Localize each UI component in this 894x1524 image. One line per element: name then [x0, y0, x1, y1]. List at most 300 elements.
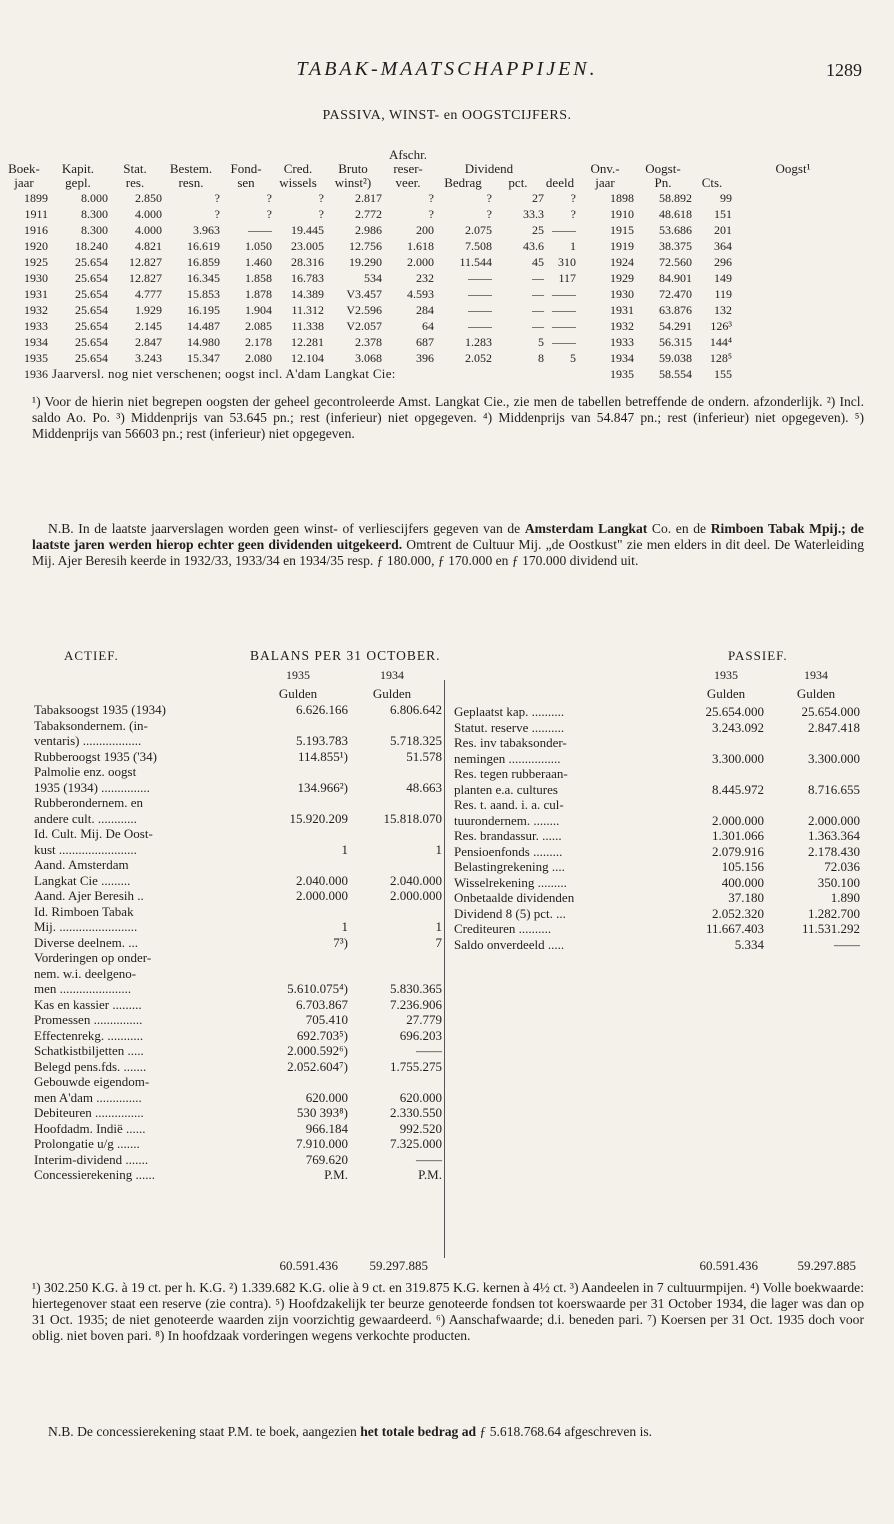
passiva-cell: 1935 — [24, 351, 48, 365]
actief-label: kust ........................ — [34, 841, 137, 857]
actief-label: men A'dam .............. — [34, 1089, 142, 1105]
passiva-cell: V2.057 — [346, 319, 382, 333]
actief-label: Promessen ............... — [34, 1012, 143, 1027]
nb-bold-rimboen: Rimboen Tabak Mpij.; de laatste jaren werden hierop echter geen dividenden uitgekeerd. — [32, 521, 864, 552]
actief-value-1935 — [256, 826, 348, 842]
actief-value-1935: 6.703.867 — [296, 996, 348, 1012]
passief-label: Dividend 8 (5) pct. ... — [454, 905, 566, 921]
actief-row — [34, 904, 442, 920]
actief-value-1934 — [348, 904, 442, 920]
actief-value-1934: P.M. — [418, 1167, 442, 1182]
passiva-header-cell: gepl. — [65, 175, 91, 190]
actief-value-1934: 5.718.325 — [390, 733, 442, 748]
passiva-cell: 1930 — [610, 287, 634, 301]
passiva-cell: 14.487 — [187, 319, 220, 333]
passiva-cell: ? — [428, 191, 434, 205]
passiva-cell: 1934 — [24, 335, 48, 349]
passiva-cell: V2.596 — [346, 303, 382, 317]
passief-value-1935: 8.445.972 — [712, 781, 764, 797]
passief-row — [454, 813, 860, 829]
actief-label: Id. Rimboen Tabak — [34, 903, 134, 919]
passiva-cell: 8.300 — [81, 223, 108, 237]
passief-row — [454, 797, 860, 813]
passiva-cell: 4.593 — [407, 287, 434, 301]
passiva-cell: 8.300 — [81, 207, 108, 221]
actief-row — [34, 1152, 442, 1168]
passief-value-1935 — [660, 797, 764, 813]
nb2-bold: het totale bedrag ad — [360, 1424, 477, 1439]
passiva-row — [0, 302, 894, 318]
nb-text-rest: Omtrent de Cultuur Mij. „de Oostkust" zie men elders in dit deel. De Waterleiding Mij. Ajer Beresih keerde in 1932/33, 1933/34 en 1934/35 resp. ƒ 180.000, ƒ 170.000 en ƒ 170.000 dividend uit. — [32, 537, 864, 568]
passiva-cell: 200 — [416, 223, 434, 237]
actief-label: Tabaksoogst 1935 (1934) — [34, 702, 166, 717]
actief-value-1935: 5.193.783 — [296, 733, 348, 748]
actief-row — [34, 1090, 442, 1106]
passiva-header-cell: Fond- — [230, 161, 262, 176]
passief-value-1935: 2.079.916 — [712, 843, 764, 859]
passiva-cell: 310 — [558, 255, 576, 269]
actief-currency-1934: Gulden — [372, 686, 412, 701]
passiva-cell: 25.654 — [75, 319, 108, 333]
passiva-cell: 15.853 — [187, 287, 220, 301]
actief-value-1934: 51.578 — [406, 748, 442, 764]
actief-label: Gebouwde eigendom- — [34, 1074, 150, 1089]
total-passief-1935: 60.591.436 — [699, 1258, 758, 1273]
passiva-cell: 16.619 — [187, 239, 220, 253]
passiva-header-cell: wissels — [279, 175, 317, 190]
actief-row — [34, 764, 442, 780]
passiva-cell: 16.859 — [187, 255, 220, 269]
passiva-cell: —— — [468, 303, 492, 317]
passiva-cell: 396 — [416, 351, 434, 365]
passiva-header-cell: Cts. — [701, 175, 723, 190]
passief-currency-1935: Gulden — [706, 686, 746, 701]
actief-row — [34, 1136, 442, 1152]
passiva-cell: —— — [552, 303, 576, 317]
actief-value-1934: 7 — [435, 934, 442, 950]
passiva-cell: ? — [570, 207, 576, 221]
actief-row — [34, 826, 442, 842]
passief-year-1934: 1934 — [804, 668, 828, 682]
passiva-cell: 1916 — [24, 223, 48, 237]
passief-label: Res. brandassur. ...... — [454, 828, 562, 843]
passiva-header-cell — [634, 148, 692, 162]
passiva-row — [0, 350, 894, 366]
passiva-cell: 1920 — [24, 239, 48, 253]
passiva-cell: 18.240 — [75, 239, 108, 253]
passiva-cell: 5 — [570, 351, 576, 365]
passiva-cell: 2.085 — [245, 319, 272, 333]
passiva-cell: 4.777 — [135, 287, 162, 301]
passiva-cell: 25.654 — [75, 255, 108, 269]
passiva-cell: 2.378 — [355, 335, 382, 349]
actief-row — [34, 780, 442, 796]
passiva-cell: —— — [248, 223, 272, 237]
passiva-cell: ? — [214, 207, 220, 221]
actief-label: Hoofdadm. Indië ...... — [34, 1120, 146, 1136]
passief-value-1935: 25.654.000 — [705, 704, 764, 719]
passiva-cell: —— — [468, 271, 492, 285]
passiva-cell: 2.178 — [245, 335, 272, 349]
actief-row — [34, 935, 442, 951]
passief-value-1934: 2.178.430 — [808, 843, 860, 859]
passiva-header-cell — [0, 148, 48, 162]
passiva-cell: 54.291 — [659, 319, 692, 333]
actief-row — [34, 1167, 442, 1183]
actief-row — [34, 1043, 442, 1059]
passiva-cell: 25.654 — [75, 351, 108, 365]
actief-label: Palmolie enz. oogst — [34, 764, 137, 779]
passiva-cell: —— — [468, 319, 492, 333]
passief-currency-1934: Gulden — [796, 686, 836, 701]
actief-value-1934 — [348, 950, 442, 966]
passiva-cell: 1.618 — [407, 239, 434, 253]
actief-label: Vorderingen op onder- — [34, 950, 152, 965]
passiva-cell: 149 — [714, 271, 732, 285]
actief-row — [34, 749, 442, 765]
passiva-cell: 7.508 — [465, 239, 492, 253]
nb2-text-rest: ƒ 5.618.768.64 afgeschreven is. — [476, 1424, 653, 1439]
passief-value-1934: 25.654.000 — [801, 704, 860, 719]
passiva-cell: 25.654 — [75, 287, 108, 301]
actief-value-1935: 114.855¹) — [298, 748, 348, 764]
actief-value-1935 — [256, 1074, 348, 1090]
passiva-cell: 132 — [714, 303, 732, 317]
actief-currency-1935: Gulden — [278, 686, 318, 701]
passiva-cell: 1934 — [610, 351, 634, 365]
passiva-cell: 1931 — [610, 303, 634, 317]
passiva-row — [0, 206, 894, 222]
passief-value-1934: 2.000.000 — [808, 812, 860, 828]
actief-year-1935: 1935 — [286, 668, 310, 682]
passiva-cell: 117 — [558, 271, 576, 285]
passief-label: planten e.a. cultures — [454, 781, 558, 797]
passiva-cell: 2.817 — [355, 191, 382, 205]
passiva-header-cell: Oogst¹ — [775, 161, 811, 176]
passiva-cell: 1.460 — [245, 255, 272, 269]
actief-value-1934 — [348, 857, 442, 873]
actief-value-1935 — [256, 795, 348, 811]
actief-row — [34, 919, 442, 935]
passief-row — [454, 890, 860, 906]
passief-value-1934: —— — [834, 936, 860, 952]
passiva-cell: 12.756 — [349, 239, 382, 253]
passiva-cell: 1898 — [610, 191, 634, 205]
nb-text-mid: Co. en de — [647, 521, 711, 536]
passief-value-1935: 3.300.000 — [712, 750, 764, 766]
passiva-cell: 1919 — [610, 239, 634, 253]
actief-value-1935: 1 — [341, 841, 348, 857]
passiva-cell: 201 — [714, 223, 732, 237]
nb2-text-prefix: N.B. De concessierekening staat P.M. te boek, aangezien — [48, 1424, 361, 1439]
passief-value-1934 — [764, 797, 860, 813]
actief-label: 1935 (1934) ............... — [34, 779, 150, 795]
actief-row — [34, 733, 442, 749]
passiva-cell: 1930 — [24, 271, 48, 285]
actief-value-1934: 1 — [435, 841, 442, 857]
passiva-cell: 2.080 — [245, 351, 272, 365]
passiva-cell: 12.827 — [129, 271, 162, 285]
nb-bold-amsterdam-langkat: Amsterdam Langkat — [524, 521, 648, 536]
passiva-header-cell — [544, 162, 576, 176]
passiva-cell: 12.104 — [291, 351, 324, 365]
passiva-header-cell: veer. — [395, 175, 421, 190]
actief-value-1934: 48.663 — [406, 779, 442, 795]
passiva-header-row — [0, 176, 894, 190]
passief-year-1935: 1935 — [714, 668, 738, 682]
passief-value-1934: 72.036 — [824, 859, 860, 874]
actief-value-1934: 992.520 — [399, 1120, 442, 1136]
passief-row — [454, 704, 860, 720]
actief-value-1934 — [348, 795, 442, 811]
passiva-header-cell: Bruto — [338, 161, 368, 176]
passiva-cell: 1911 — [24, 207, 48, 221]
passiva-header-row — [0, 148, 894, 162]
passief-value-1935: 37.180 — [728, 890, 764, 905]
actief-value-1935 — [256, 764, 348, 780]
passiva-heading: PASSIVA, WINST- en OOGSTCIJFERS. — [322, 108, 572, 123]
actief-value-1935: 620.000 — [305, 1089, 348, 1105]
passiva-cell: 1929 — [610, 271, 634, 285]
passiva-header-cell — [48, 148, 108, 162]
actief-value-1934: 7.325.000 — [390, 1136, 442, 1151]
passief-value-1934: 3.300.000 — [808, 750, 860, 766]
passiva-cell: — — [532, 287, 544, 301]
actief-row — [34, 1028, 442, 1044]
passiva-cell-cts: 155 — [714, 367, 732, 381]
total-passief-1934: 59.297.885 — [797, 1258, 856, 1273]
passiva-cell: 1925 — [24, 255, 48, 269]
passiva-cell: 2.772 — [355, 207, 382, 221]
passiva-row — [0, 222, 894, 238]
passiva-cell: 14.980 — [187, 335, 220, 349]
passiva-cell: 2.052 — [465, 351, 492, 365]
passiva-row — [0, 286, 894, 302]
actief-value-1934: 15.818.070 — [383, 810, 442, 826]
passiva-cell: 1933 — [24, 319, 48, 333]
passiva-row-1936-text: Jaarversl. nog niet verschenen; oogst incl. A'dam Langkat Cie: — [52, 366, 396, 381]
passief-label: Res. inv tabaksonder- — [454, 735, 567, 750]
passiva-header-cell: Oogst- — [645, 161, 681, 176]
passiva-header-cell: Pn. — [654, 175, 672, 190]
passiva-cell-harvest-year: 1935 — [610, 367, 634, 381]
passiva-cell: 59.038 — [659, 351, 692, 365]
passiva-cell: 3.963 — [193, 223, 220, 237]
nb-note-concession — [32, 1424, 864, 1440]
passiva-header-cell — [272, 148, 324, 162]
passiva-cell: 25 — [532, 223, 544, 237]
nb-note-dividends — [32, 521, 864, 569]
actief-value-1934: 1.755.275 — [390, 1058, 442, 1074]
actief-label: Belegd pens.fds. ....... — [34, 1058, 147, 1074]
passief-value-1934: 350.100 — [817, 874, 860, 890]
passief-value-1934: 1.282.700 — [808, 905, 860, 921]
passiva-row — [0, 270, 894, 286]
passief-row — [454, 735, 860, 751]
actief-value-1935: 2.000.000 — [296, 888, 348, 903]
passiva-cell: ? — [486, 191, 492, 205]
actief-row — [34, 1074, 442, 1090]
actief-value-1934: —— — [416, 1043, 442, 1058]
actief-value-1934: 7.236.906 — [390, 996, 442, 1012]
passief-value-1934: 8.716.655 — [808, 781, 860, 797]
actief-row — [34, 795, 442, 811]
passief-label: Saldo onverdeeld ..... — [454, 936, 565, 952]
passiva-cell: 2.000 — [407, 255, 434, 269]
passiva-row — [0, 190, 894, 206]
passiva-header-cell: res. — [125, 175, 145, 190]
actief-row — [34, 1059, 442, 1075]
passief-value-1935: 11.667.403 — [705, 921, 764, 936]
passiva-row — [0, 318, 894, 334]
passiva-header-cell: Onv.- — [590, 161, 620, 176]
passiva-cell: 28.316 — [291, 255, 324, 269]
passiva-cell: 8.000 — [81, 191, 108, 205]
passiva-cell: ? — [318, 207, 324, 221]
actief-value-1934: 1 — [435, 919, 442, 934]
actief-row — [34, 950, 442, 966]
actief-label: Schatkistbiljetten ..... — [34, 1043, 144, 1058]
passiva-cell: ? — [214, 191, 220, 205]
passiva-cell: ? — [570, 191, 576, 205]
actief-value-1934: 6.806.642 — [390, 702, 442, 717]
actief-label: Debiteuren ............... — [34, 1105, 144, 1120]
passiva-cell: 72.470 — [659, 287, 692, 301]
passiva-cell: 16.783 — [291, 271, 324, 285]
actief-row — [34, 1105, 442, 1121]
passief-label: Res. tegen rubberaan- — [454, 766, 568, 781]
actief-value-1935: 15.920.209 — [289, 810, 348, 826]
actief-value-1935 — [256, 904, 348, 920]
running-header — [0, 58, 894, 88]
passiva-cell: 1 — [570, 239, 576, 253]
passiva-cell: 1931 — [24, 287, 48, 301]
passiva-cell: 687 — [416, 335, 434, 349]
passiva-cell: 25.654 — [75, 335, 108, 349]
passiva-cell: —— — [552, 335, 576, 349]
passiva-header-cell: jaar — [14, 175, 34, 190]
passiva-header-cell — [220, 148, 272, 162]
passiva-cell: 151 — [714, 207, 732, 221]
passiva-cell: 1932 — [24, 303, 48, 317]
passief-value-1934: 1.890 — [830, 890, 860, 905]
passiva-cell: 1933 — [610, 335, 634, 349]
actief-row — [34, 811, 442, 827]
actief-value-1934: 2.330.550 — [390, 1105, 442, 1120]
actief-row — [34, 1121, 442, 1137]
passief-row — [454, 766, 860, 782]
passief-value-1935: 2.052.320 — [712, 905, 764, 921]
passiva-cell: 11.544 — [459, 255, 492, 269]
passiva-cell: 1910 — [610, 207, 634, 221]
passiva-cell: —— — [552, 287, 576, 301]
passiva-header-cell: winst²) — [334, 175, 372, 190]
passiva-header-cell: reser- — [393, 161, 423, 176]
passiva-header-cell: pct. — [508, 175, 528, 190]
passief-row — [454, 751, 860, 767]
passiva-cell: 14.389 — [291, 287, 324, 301]
passiva-cell: 25.654 — [75, 303, 108, 317]
actief-label: Kas en kassier ......... — [34, 996, 142, 1012]
passiva-cell: ? — [428, 207, 434, 221]
actief-value-1934 — [348, 764, 442, 780]
actief-label: Id. Cult. Mij. De Oost- — [34, 826, 153, 841]
actief-row — [34, 873, 442, 889]
passiva-cell: 1.904 — [245, 303, 272, 317]
passiva-cell: 64 — [422, 319, 434, 333]
passiva-header-cell — [434, 148, 492, 162]
actief-row — [34, 1012, 442, 1028]
actief-label: Diverse deelnem. ... — [34, 934, 138, 950]
passiva-cell: 15.347 — [187, 351, 220, 365]
actief-value-1934 — [348, 826, 442, 842]
actief-value-1935: 692.703⁵) — [296, 1027, 348, 1043]
passief-value-1935: 400.000 — [721, 874, 764, 890]
actief-label: andere cult. ............ — [34, 810, 137, 826]
actief-value-1935: 705.410 — [305, 1012, 348, 1027]
passief-label: Geplaatst kap. .......... — [454, 704, 565, 719]
passief-value-1935: 5.334 — [734, 936, 764, 952]
passief-row — [454, 859, 860, 875]
passiva-cell: 1899 — [24, 191, 48, 205]
passiva-cell: 84.901 — [659, 271, 692, 285]
passiva-cell: 1.050 — [245, 239, 272, 253]
passiva-header-cell: Afschr. — [389, 147, 427, 162]
passiva-cell: 364 — [714, 239, 732, 253]
actief-value-1934 — [348, 966, 442, 982]
passiva-cell: —— — [468, 287, 492, 301]
passief-label: Pensioenfonds ......... — [454, 843, 563, 859]
actief-table — [34, 702, 442, 1183]
passiva-cell: ? — [486, 207, 492, 221]
passiva-header-cell — [108, 148, 162, 162]
passiva-header-cell: Bedrag — [444, 175, 482, 190]
actief-label: Rubberondernem. en — [34, 795, 144, 810]
passiva-cell: 284 — [416, 303, 434, 317]
passiva-cell: 1915 — [610, 223, 634, 237]
actief-label: ACTIEF. — [64, 648, 119, 663]
actief-value-1935: 966.184 — [305, 1120, 348, 1136]
passiva-cell-year: 1936 — [24, 367, 48, 381]
actief-value-1935: 6.626.166 — [296, 702, 348, 717]
passiva-table — [0, 148, 894, 382]
passief-value-1935 — [660, 735, 764, 751]
passief-row — [454, 921, 860, 937]
passief-label: nemingen ................ — [454, 750, 561, 766]
passiva-cell: 11.338 — [291, 319, 324, 333]
passiva-cell: 16.195 — [187, 303, 220, 317]
actief-value-1934 — [348, 718, 442, 734]
passiva-row — [0, 238, 894, 254]
passief-value-1934: 1.363.364 — [808, 828, 860, 843]
actief-label: Tabaksondernem. (in- — [34, 717, 148, 733]
actief-value-1934: —— — [416, 1151, 442, 1167]
passiva-cell: 126³ — [710, 319, 732, 333]
actief-value-1934: 2.000.000 — [390, 888, 442, 903]
passiva-cell: 3.243 — [135, 351, 162, 365]
actief-value-1934: 620.000 — [399, 1089, 442, 1105]
actief-value-1935: 7.910.000 — [296, 1136, 348, 1151]
passiva-header-cell: deeld — [545, 175, 575, 190]
passiva-header-row — [0, 162, 894, 176]
passiva-header-cell — [576, 148, 634, 162]
passief-value-1934: 2.847.418 — [808, 719, 860, 735]
actief-row — [34, 966, 442, 982]
passiva-header-cell — [492, 148, 544, 162]
actief-year-1934: 1934 — [380, 668, 404, 682]
actief-label: men ...................... — [34, 981, 132, 996]
passiva-cell: —— — [552, 319, 576, 333]
